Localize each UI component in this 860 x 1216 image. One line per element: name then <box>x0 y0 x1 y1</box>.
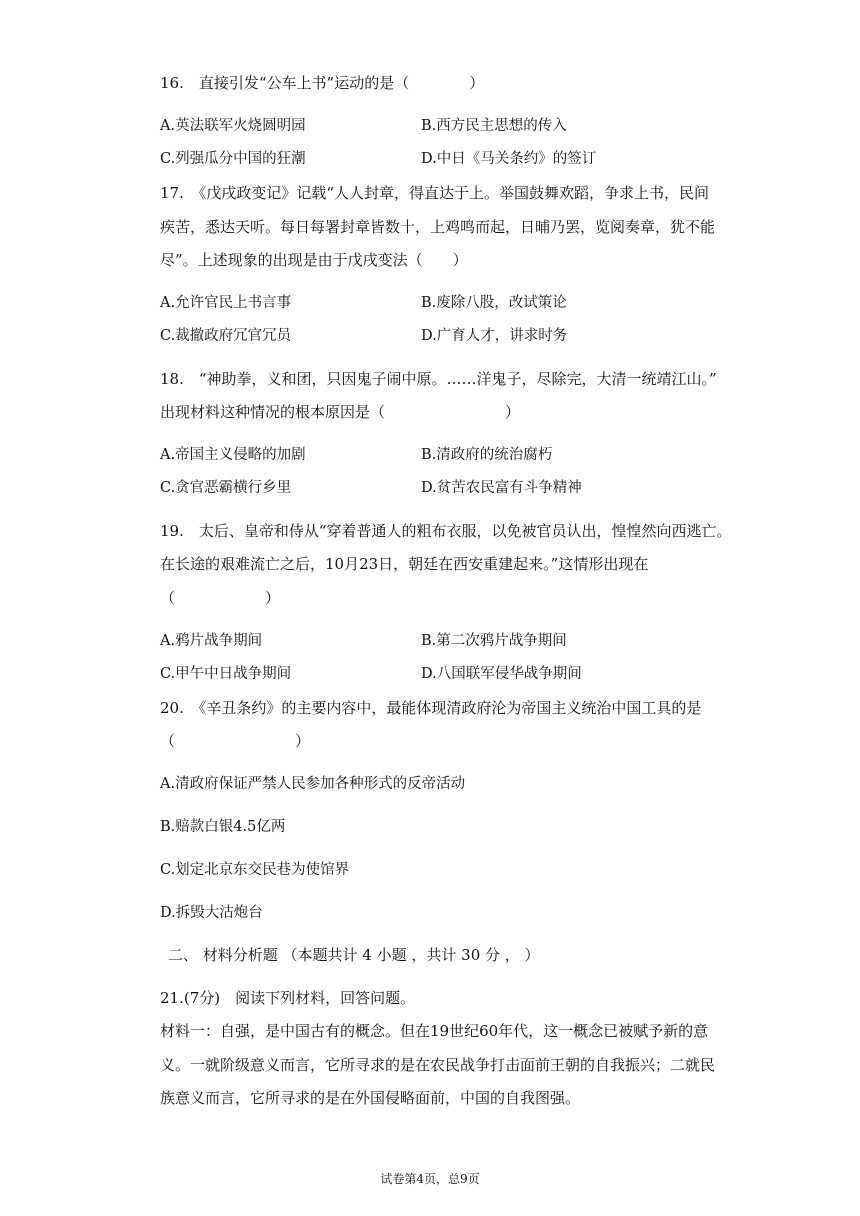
q17-stem-line: 尽”。上述现象的出现是由于戊戌变法（ ） <box>160 251 468 269</box>
q19-option-c[interactable]: C.甲午中日战争期间 <box>160 666 292 682</box>
q21-stem: 21.(7分) 阅读下列材料，回答问题。 <box>160 989 416 1007</box>
q19-option-d[interactable]: D.八国联军侵华战争期间 <box>421 666 582 682</box>
q20-option-c[interactable]: C.划定北京东交民巷为使馆界 <box>160 862 350 878</box>
q18-option-a[interactable]: A.帝国主义侵略的加剧 <box>160 447 306 463</box>
q17-stem-line: 17. 《戊戌政变记》记载“人人封章，得直达于上。举国鼓舞欢蹈，争求上书，民间 <box>160 184 710 202</box>
q20-stem-line: （ ） <box>160 732 311 750</box>
q17-stem-line: 疾苦，悉达天听。每日每署封章皆数十，上鸡鸣而起，日晡乃罢，览阅奏章，犹不能 <box>160 218 716 236</box>
q20-option-b[interactable]: B.赔款白银4.5亿两 <box>160 819 286 835</box>
q18-stem-line: 出现材料这种情况的根本原因是（ ） <box>160 403 521 421</box>
q18-stem-line: 18. “神助拳，义和团，只因鬼子闹中原。……洋鬼子，尽除完，大清一统靖江山。” <box>160 370 717 388</box>
section-heading: 二、 材料分析题 （本题共计 4 小题 ，共计 30 分 ， ） <box>168 946 540 964</box>
q16-stem: 16. 直接引发“公车上书”运动的是（ ） <box>160 74 485 92</box>
q18-option-c[interactable]: C.贪官恶霸横行乡里 <box>160 480 292 496</box>
q19-stem-line: （ ） <box>160 589 281 607</box>
q19-option-a[interactable]: A.鸦片战争期间 <box>160 633 263 649</box>
q19-option-b[interactable]: B.第二次鸦片战争期间 <box>421 633 567 649</box>
q16-option-d[interactable]: D.中日《马关条约》的签订 <box>421 151 597 167</box>
q18-option-b[interactable]: B.清政府的统治腐朽 <box>421 447 553 463</box>
q17-option-b[interactable]: B.废除八股，改试策论 <box>421 295 567 311</box>
page-footer: 试卷第4页，总9页 <box>380 1172 480 1186</box>
q16-option-c[interactable]: C.列强瓜分中国的狂潮 <box>160 151 306 167</box>
q21-material-line: 义。一就阶级意义而言，它所寻求的是在农民战争打击面前王朝的自我振兴；二就民 <box>160 1056 716 1074</box>
q17-option-a[interactable]: A.允许官民上书言事 <box>160 295 292 311</box>
q18-option-d[interactable]: D.贫苦农民富有斗争精神 <box>421 480 582 496</box>
q16-option-b[interactable]: B.西方民主思想的传入 <box>421 118 567 134</box>
q20-option-d[interactable]: D.拆毁大沽炮台 <box>160 905 263 921</box>
q19-stem-line: 在长途的艰难流亡之后，10月23日，朝廷在西安重建起来。”这情形出现在 <box>160 555 649 573</box>
q17-option-d[interactable]: D.广育人才，讲求时务 <box>421 328 568 344</box>
q20-option-a[interactable]: A.清政府保证严禁人民参加各种形式的反帝活动 <box>160 776 466 792</box>
q16-option-a[interactable]: A.英法联军火烧圆明园 <box>160 118 306 134</box>
q20-stem-line: 20. 《辛丑条约》的主要内容中，最能体现清政府沦为帝国主义统治中国工具的是 <box>160 699 702 717</box>
q19-stem-line: 19. 太后、皇帝和侍从“穿着普通人的粗布衣服，以免被官员认出，惶惶然向西逃亡。 <box>160 522 732 540</box>
q21-material-line: 材料一：自强，是中国古有的概念。但在19世纪60年代，这一概念已被赋予新的意 <box>160 1022 709 1040</box>
q17-option-c[interactable]: C.裁撤政府冗官冗员 <box>160 328 292 344</box>
q21-material-line: 族意义而言，它所寻求的是在外国侵略面前，中国的自我图强。 <box>160 1089 581 1107</box>
